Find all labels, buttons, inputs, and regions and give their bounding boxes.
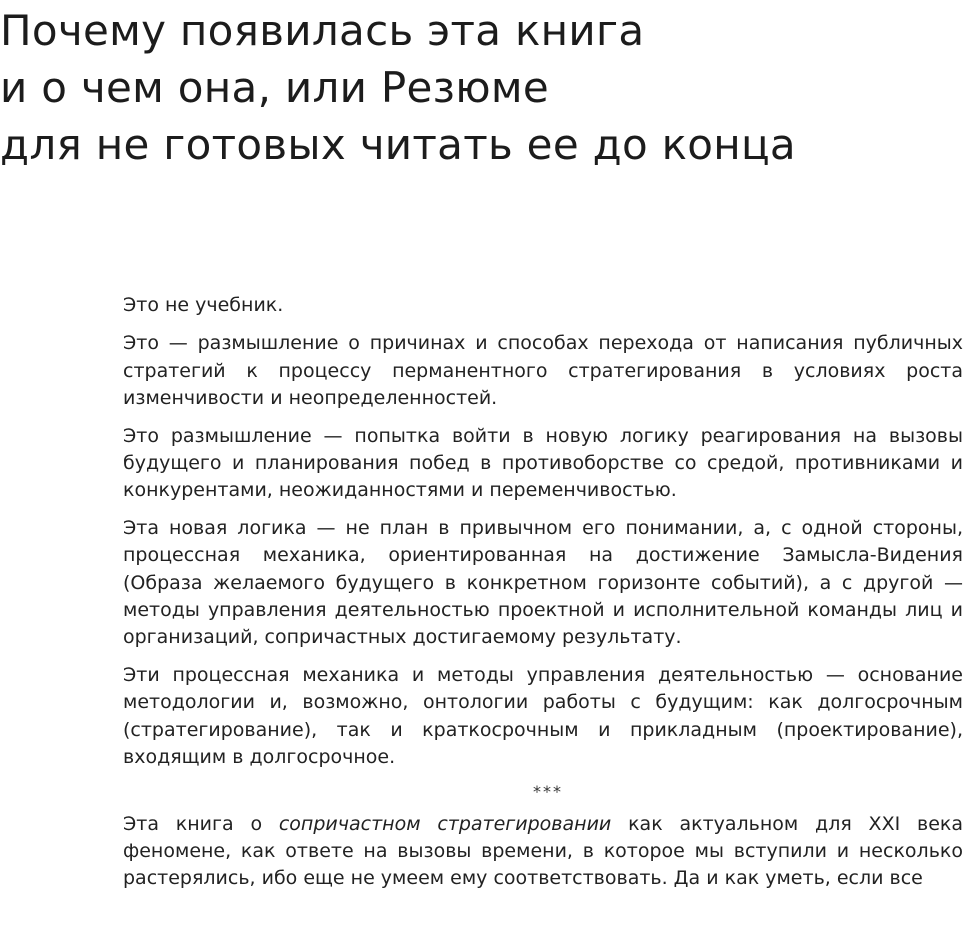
paragraph-methodology: Эти процессная механика и методы управления деятельностью — основание методологии и, возможно, онтологии работы с будущим: как долгосрочным (стратегирование), так и краткосрочным и прикладным (проектирование), входящим в долгосрочное. <box>123 663 963 769</box>
chapter-title-line-1: Почему появилась эта книга <box>0 6 645 55</box>
emphasized-term: сопричастном стратегировании <box>278 812 612 835</box>
paragraph-not-a-textbook: Это не учебник. <box>123 294 284 316</box>
paragraph-reflection: Это — размышление о причинах и способах перехода от написания публичных стратегий к процессу перманентного стратегирования в условиях роста изменчивости и неопределенностей. <box>123 332 963 410</box>
paragraph-new-logic-attempt: Это размышление — попытка войти в новую логику реагирования на вызовы будущего и планирования побед в противоборстве со средой, противниками и конкурентами, неожиданностями и переменчивостью. <box>123 424 963 502</box>
chapter-title-line-2: и о чем она, или Резюме <box>0 63 550 112</box>
paragraph-about-book-start: Эта книга о <box>123 812 279 835</box>
paragraph-about-book-rest: как актуальном для XXI века феномене, как ответе на вызовы времени, в которое мы вступили и несколько растерялись, ибо еще не умеем ему соответствовать. Да и как уметь, если все <box>123 812 963 890</box>
section-separator: *** <box>533 781 563 801</box>
paragraph-about-book <box>123 811 963 893</box>
body-text <box>123 292 963 903</box>
paragraph-new-logic: Эта новая логика — не план в привычном его понимании, а, с одной стороны, процессная механика, ориентированная на достижение Замысла-Видения (Образа желаемого будущего в конкретном горизонте событий), а с другой — методы управления деятельностью проектной и исполнительной команды лиц и организаций, сопричастных достигаемому результату. <box>123 516 963 649</box>
chapter-title <box>0 2 960 173</box>
chapter-title-line-3: для не готовых читать ее до конца <box>0 120 796 169</box>
